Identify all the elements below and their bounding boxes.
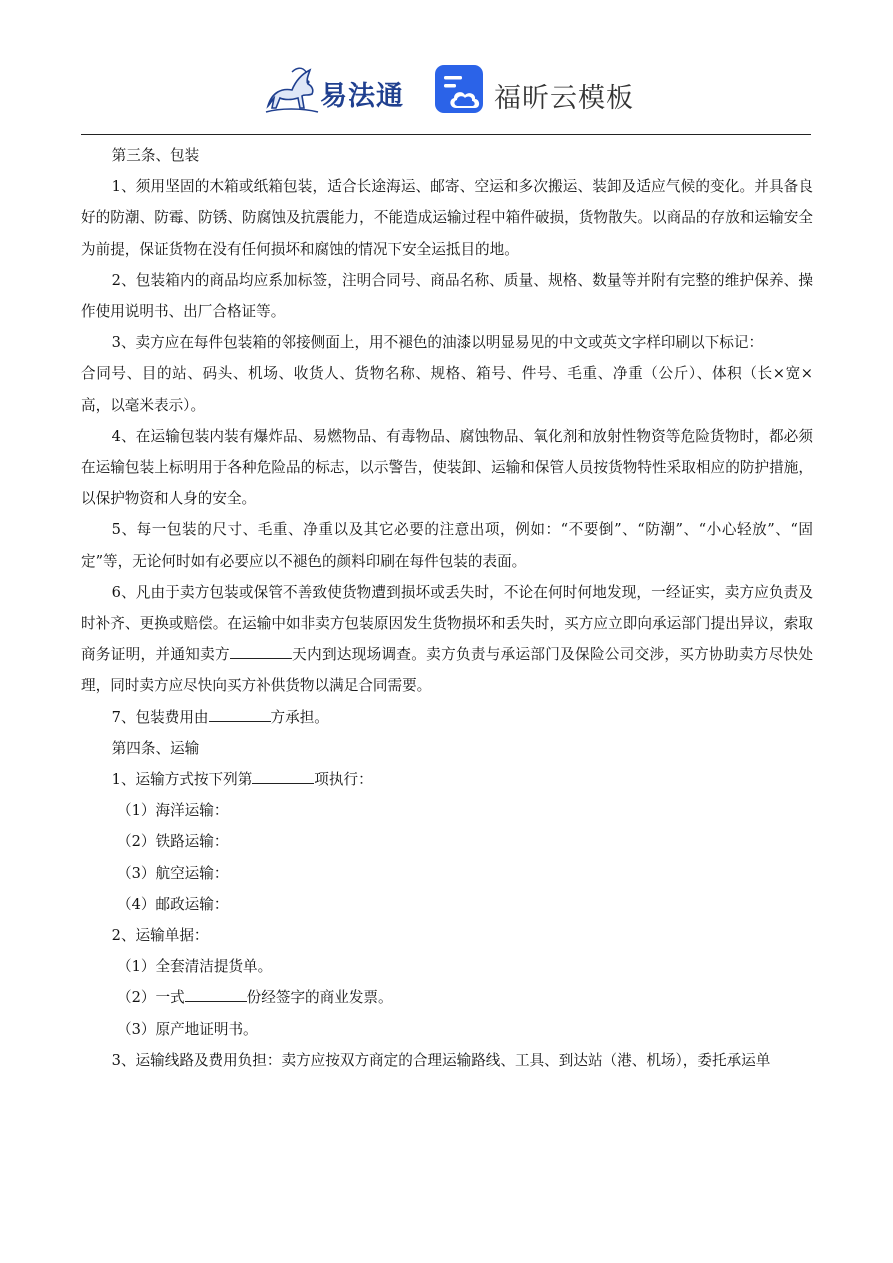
packaging-payer-blank[interactable] bbox=[209, 707, 271, 722]
document-item-2 bbox=[81, 982, 813, 1013]
days-blank[interactable] bbox=[230, 644, 292, 659]
page-header bbox=[0, 58, 893, 124]
document-item-2-part-a: （2）一式 bbox=[117, 989, 185, 1007]
transport-clause-2: 2、运输单据： bbox=[111, 927, 209, 945]
clause-6-part-b: 天内到达现场调查。卖方负责与承运部门及保险公司交涉，买方协助卖方尽快处理，同时卖方应尽快向买方补供货物以满足合同需要。 bbox=[81, 646, 813, 695]
transport-clause-3: 3、运输线路及费用负担：卖方应按双方商定的合理运输路线、工具、到达站（港、机场），委托承运单 bbox=[111, 1051, 771, 1069]
transport-1-part-a: 1、运输方式按下列第 bbox=[111, 771, 253, 789]
clause-7-part-a: 7、包装费用由 bbox=[111, 708, 209, 726]
packaging-clause-3-marks: 合同号、目的站、码头、机场、收货人、货物名称、规格、箱号、件号、毛重、净重（公斤）、体积（长×宽×高，以毫米表示）。 bbox=[81, 365, 813, 414]
document-body bbox=[81, 140, 813, 1076]
transport-mode-item: （1）海洋运输： bbox=[117, 802, 229, 820]
header-divider bbox=[81, 134, 811, 135]
packaging-clause-1: 1、须用坚固的木箱或纸箱包装，适合长途海运、邮寄、空运和多次搬运、装卸及适应气候的变化。并具备良好的防潮、防霉、防锈、防腐蚀及抗震能力，不能造成运输过程中箱件破损，货物散失。以商品的存放和运输安全为前提，保证货物在没有任何损坏和腐蚀的情况下安全运抵目的地。 bbox=[81, 178, 813, 258]
packaging-clause-6 bbox=[81, 577, 813, 702]
transport-mode-item: （4）邮政运输： bbox=[117, 895, 229, 913]
document-item-1: （1）全套清洁提货单。 bbox=[117, 958, 273, 976]
horse-logo-icon bbox=[262, 62, 320, 118]
section-3-title: 第三条、包装 bbox=[111, 147, 200, 164]
packaging-clause-3: 3、卖方应在每件包装箱的邻接侧面上，用不褪色的油漆以明显易见的中文或英文字样印刷以下标记： bbox=[111, 334, 764, 352]
document-item-2-part-b: 份经签字的商业发票。 bbox=[246, 989, 393, 1007]
packaging-clause-4: 4、在运输包装内装有爆炸品、易燃物品、有毒物品、腐蚀物品、氧化剂和放射性物资等危险货物时，都必须在运输包装上标明用于各种危险品的标志，以示警告，使装卸、运输和保管人员按货物特性采取相应的防护措施，以保护物资和人身的安全。 bbox=[81, 427, 813, 508]
section-4-title: 第四条、运输 bbox=[111, 739, 200, 757]
logo-left-text: 易法通 bbox=[320, 81, 404, 112]
invoice-copies-blank[interactable] bbox=[185, 987, 247, 1002]
transport-mode-item: （3）航空运输： bbox=[117, 864, 229, 882]
transport-mode-blank[interactable] bbox=[252, 769, 314, 784]
transport-1-part-b: 项执行： bbox=[314, 771, 373, 789]
yifatong-logo bbox=[262, 62, 412, 118]
packaging-clause-7 bbox=[81, 702, 813, 733]
clause-7-part-b: 方承担。 bbox=[270, 708, 329, 726]
transport-clause-1 bbox=[81, 764, 813, 795]
clause-6-part-a: 6、凡由于卖方包装或保管不善致使货物遭到损坏或丢失时，不论在何时何地发现，一经证实，卖方应负责及时补齐、更换或赔偿。在运输中如非卖方包装原因发生货物损坏和丢失时，买方应立即向承运部门提出异议，索取商务证明，并通知卖方 bbox=[81, 583, 813, 664]
logo-right-text: 福昕云模板 bbox=[494, 83, 634, 114]
document-item-3: （3）原产地证明书。 bbox=[117, 1020, 258, 1038]
cloud-document-icon bbox=[434, 64, 486, 116]
fuxin-logo bbox=[434, 64, 634, 120]
packaging-clause-5: 5、每一包装的尺寸、毛重、净重以及其它必要的注意出项，例如：“不要倒”、“防潮”、“小心轻放”、“固定”等，无论何时如有必要应以不褪色的颜料印刷在每件包装的表面。 bbox=[81, 521, 813, 570]
packaging-clause-2: 2、包装箱内的商品均应系加标签，注明合同号、商品名称、质量、规格、数量等并附有完整的维护保养、操作使用说明书、出厂合格证等。 bbox=[81, 271, 813, 321]
transport-mode-item: （2）铁路运输： bbox=[117, 833, 229, 851]
